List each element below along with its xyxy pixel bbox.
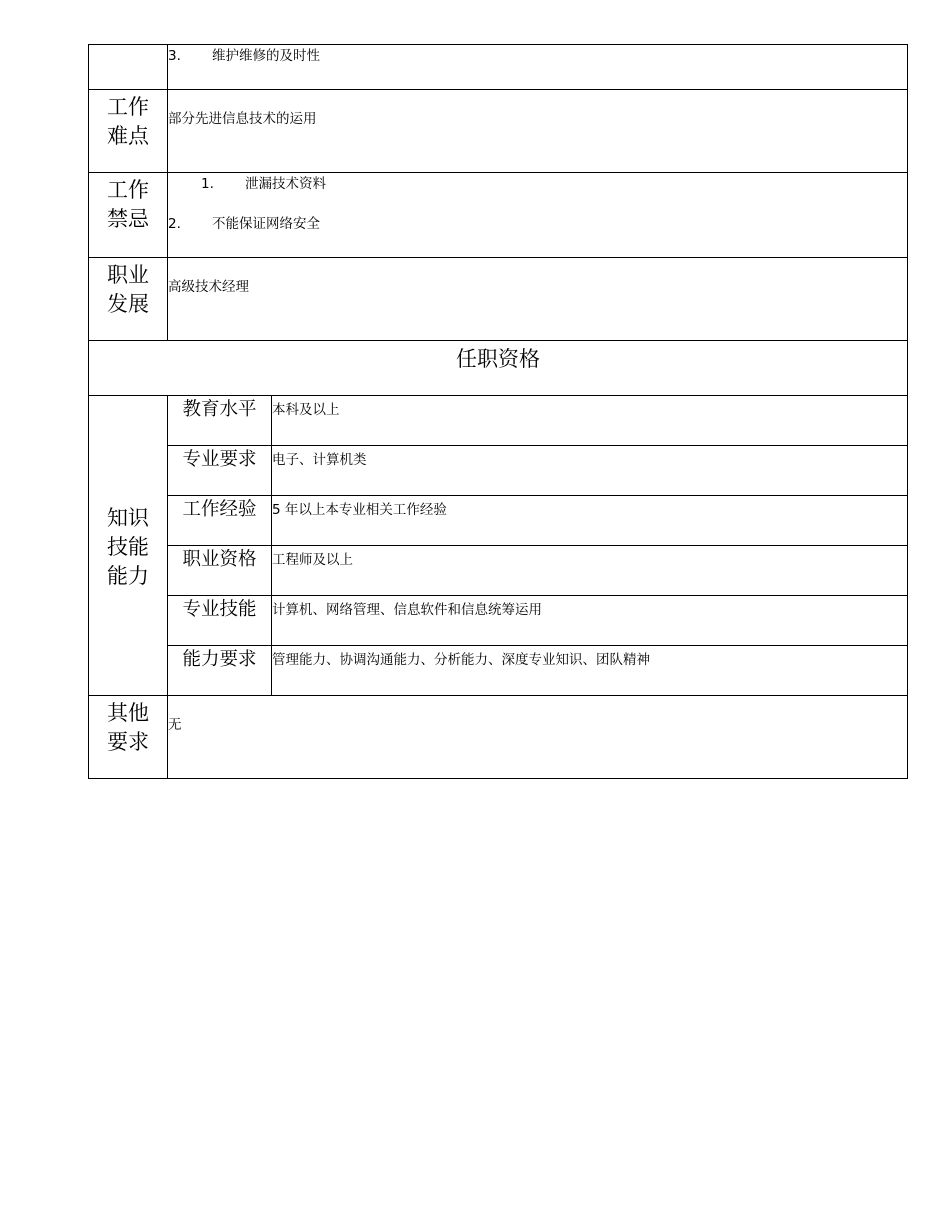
list-item (168, 215, 907, 233)
section-title: 任职资格 (89, 341, 908, 396)
list-number: 1. (201, 176, 214, 192)
career-label: 职业 发展 (89, 258, 168, 341)
qualification-title-row (89, 341, 908, 396)
qualification-row (89, 646, 908, 696)
other-requirements-label: 其他 要求 (89, 696, 168, 779)
list-text: 维护维修的及时性 (212, 48, 320, 64)
difficulty-row (89, 90, 908, 173)
major-value: 电子、计算机类 (272, 446, 908, 496)
taboo-label: 工作 禁忌 (89, 173, 168, 258)
responsibility-item-cell (168, 45, 908, 90)
list-text: 不能保证网络安全 (212, 216, 320, 232)
job-description-table (88, 44, 908, 779)
qualification-row (89, 446, 908, 496)
list-text: 泄漏技术资料 (245, 176, 326, 192)
list-number: 2. (168, 216, 181, 232)
experience-label: 工作经验 (168, 496, 272, 546)
ability-value: 管理能力、协调沟通能力、分析能力、深度专业知识、团队精神 (272, 646, 908, 696)
qualification-row (89, 496, 908, 546)
other-requirements-value: 无 (168, 696, 908, 779)
difficulty-value: 部分先进信息技术的运用 (168, 90, 908, 173)
difficulty-label: 工作 难点 (89, 90, 168, 173)
knowledge-skill-ability-label: 知识 技能 能力 (89, 396, 168, 696)
education-label: 教育水平 (168, 396, 272, 446)
certification-label: 职业资格 (168, 546, 272, 596)
career-row (89, 258, 908, 341)
list-number: 3. (168, 48, 181, 64)
list-item (168, 175, 907, 193)
other-requirements-row (89, 696, 908, 779)
major-label: 专业要求 (168, 446, 272, 496)
taboo-row (89, 173, 908, 258)
qualification-row (89, 596, 908, 646)
skills-value: 计算机、网络管理、信息软件和信息统筹运用 (272, 596, 908, 646)
qualification-row (89, 546, 908, 596)
taboo-value (168, 173, 908, 258)
education-value: 本科及以上 (272, 396, 908, 446)
ability-label: 能力要求 (168, 646, 272, 696)
responsibility-continuation-row (89, 45, 908, 90)
qualification-row (89, 396, 908, 446)
skills-label: 专业技能 (168, 596, 272, 646)
experience-value: 5 年以上本专业相关工作经验 (272, 496, 908, 546)
certification-value: 工程师及以上 (272, 546, 908, 596)
empty-label-cell (89, 45, 168, 90)
career-value: 高级技术经理 (168, 258, 908, 341)
